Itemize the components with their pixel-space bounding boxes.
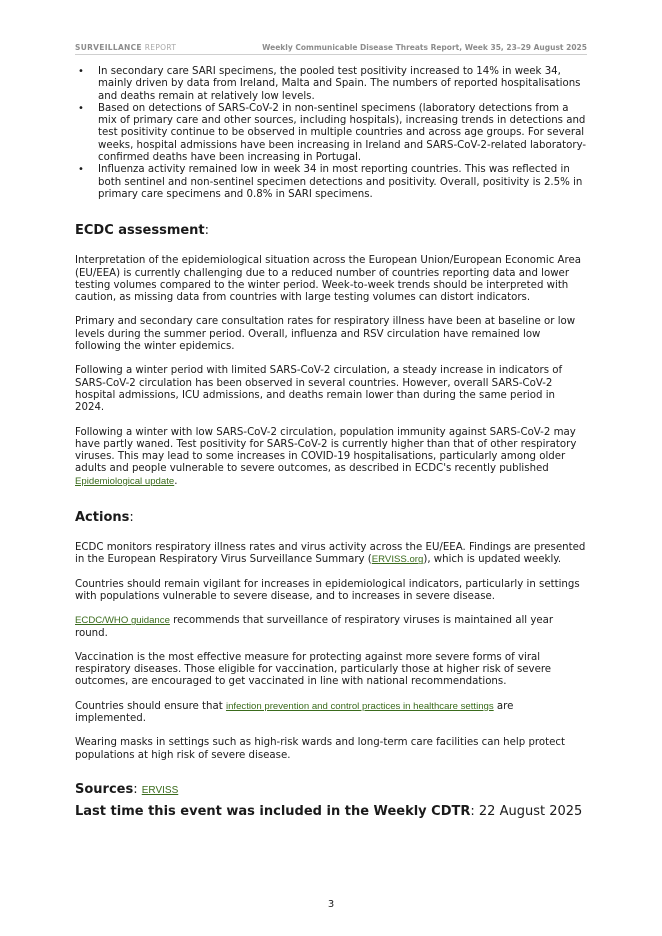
actions-paragraph: Wearing masks in settings such as high-risk wards and long-term care facilities can help protect populations at high risk of severe disease. bbox=[75, 737, 565, 761]
actions-paragraph: Countries should ensure that infection prevention and control practices in healthcare settings are implemented. bbox=[75, 700, 514, 724]
page-content bbox=[75, 66, 587, 820]
actions-paragraph: ECDC monitors respiratory illness rates and virus activity across the EU/EEA. Findings are presented in the European Respiratory Virus Surveillance Summary (ERVISS.org), which is updated weekly. bbox=[75, 542, 586, 566]
assessment-heading: ECDC assessment: bbox=[75, 223, 210, 239]
summary-bullets bbox=[75, 66, 587, 201]
report-label: SURVEILLANCE REPORT bbox=[75, 43, 177, 52]
header-divider bbox=[75, 54, 587, 55]
actions-paragraph: ECDC/WHO guidance recommends that surveillance of respiratory viruses is maintained all year round. bbox=[75, 615, 554, 639]
assessment-paragraph: Primary and secondary care consultation rates for respiratory illness have been at baseline or low levels during the summer period. Overall, influenza and RSV circulation have remained low following the winter epidemics. bbox=[75, 316, 576, 353]
assessment-paragraph: Interpretation of the epidemiological situation across the European Union/European Economic Area (EU/EEA) is currently challenging due to a reduced number of countries reporting data and lower testing volumes compared to the winter period. Week-to-week trends should be interpreted with caution, as missing data from countries with large testing volumes can distort indicators. bbox=[75, 255, 582, 304]
actions-heading: Actions: bbox=[75, 510, 134, 526]
last-time-line: Last time this event was included in the Weekly CDTR: 22 August 2025 bbox=[75, 803, 583, 819]
assessment-paragraph: Following a winter with low SARS-CoV-2 circulation, population immunity against SARS-CoV-2 may have partly waned. Test positivity for SARS-CoV-2 is currently higher than that of other respiratory viruses. This may lead to some increases in COVID-19 hospitalisations, particularly among older adults and people vulnerable to severe outcomes, as described in ECDC's recently published Epidemiological update. bbox=[75, 426, 577, 487]
epidemiological-update-link[interactable]: Epidemiological update bbox=[75, 475, 175, 487]
erviss-org-link[interactable]: ERVISS.org bbox=[371, 554, 424, 566]
actions-paragraph: Vaccination is the most effective measure for protecting against more severe forms of viral respiratory diseases. Those eligible for vaccination, particularly those at higher risk of severe outcomes, are encouraged to get vaccinated in line with national recommendations. bbox=[75, 651, 552, 688]
assessment-paragraph: Following a winter period with limited SARS-CoV-2 circulation, a steady increase in indicators of SARS-CoV-2 circulation has been observed in several countries. However, overall SARS-CoV-2 hospital admissions, ICU admissions, and deaths remain lower than during the same period in 2024. bbox=[75, 365, 563, 414]
list-item: • Based on detections of SARS-CoV-2 in non-sentinel specimens (laboratory detections from a mix of primary care and other sources, including hospitals), increasing trends in detections and test positivity continue to be observed in multiple countries and across age groups. For several weeks, hospital admissions have been increasing in Ireland and SARS-CoV-2-related laboratory-confirmed deaths have been increasing in Portugal. bbox=[78, 102, 587, 164]
ipc-practices-link[interactable]: infection prevention and control practices in healthcare settings bbox=[225, 700, 494, 712]
list-item: • Influenza activity remained low in week 34 in most reporting countries. This was reflected in both sentinel and non-sentinel specimen detections and positivity. Overall, positivity is 2.5% in primary care specimens and 0.8% in SARI specimens. bbox=[78, 164, 583, 200]
sources-line: Sources: ERVISS bbox=[75, 781, 179, 797]
erviss-source-link[interactable]: ERVISS bbox=[141, 784, 179, 796]
actions-paragraph: Countries should remain vigilant for increases in epidemiological indicators, particularly in settings with populations vulnerable to severe disease, and to increases in severe disease. bbox=[75, 578, 580, 602]
page-number: 3 bbox=[327, 899, 335, 910]
list-item: • In secondary care SARI specimens, the pooled test positivity increased to 14% in week 34, mainly driven by data from Ireland, Malta and Spain. The numbers of reported hospitalisations and deaths remain at relatively low levels. bbox=[78, 66, 581, 102]
ecdc-who-guidance-link[interactable]: ECDC/WHO guidance bbox=[75, 615, 170, 627]
report-title: Weekly Communicable Disease Threats Report, Week 35, 23–29 August 2025 bbox=[262, 43, 587, 52]
